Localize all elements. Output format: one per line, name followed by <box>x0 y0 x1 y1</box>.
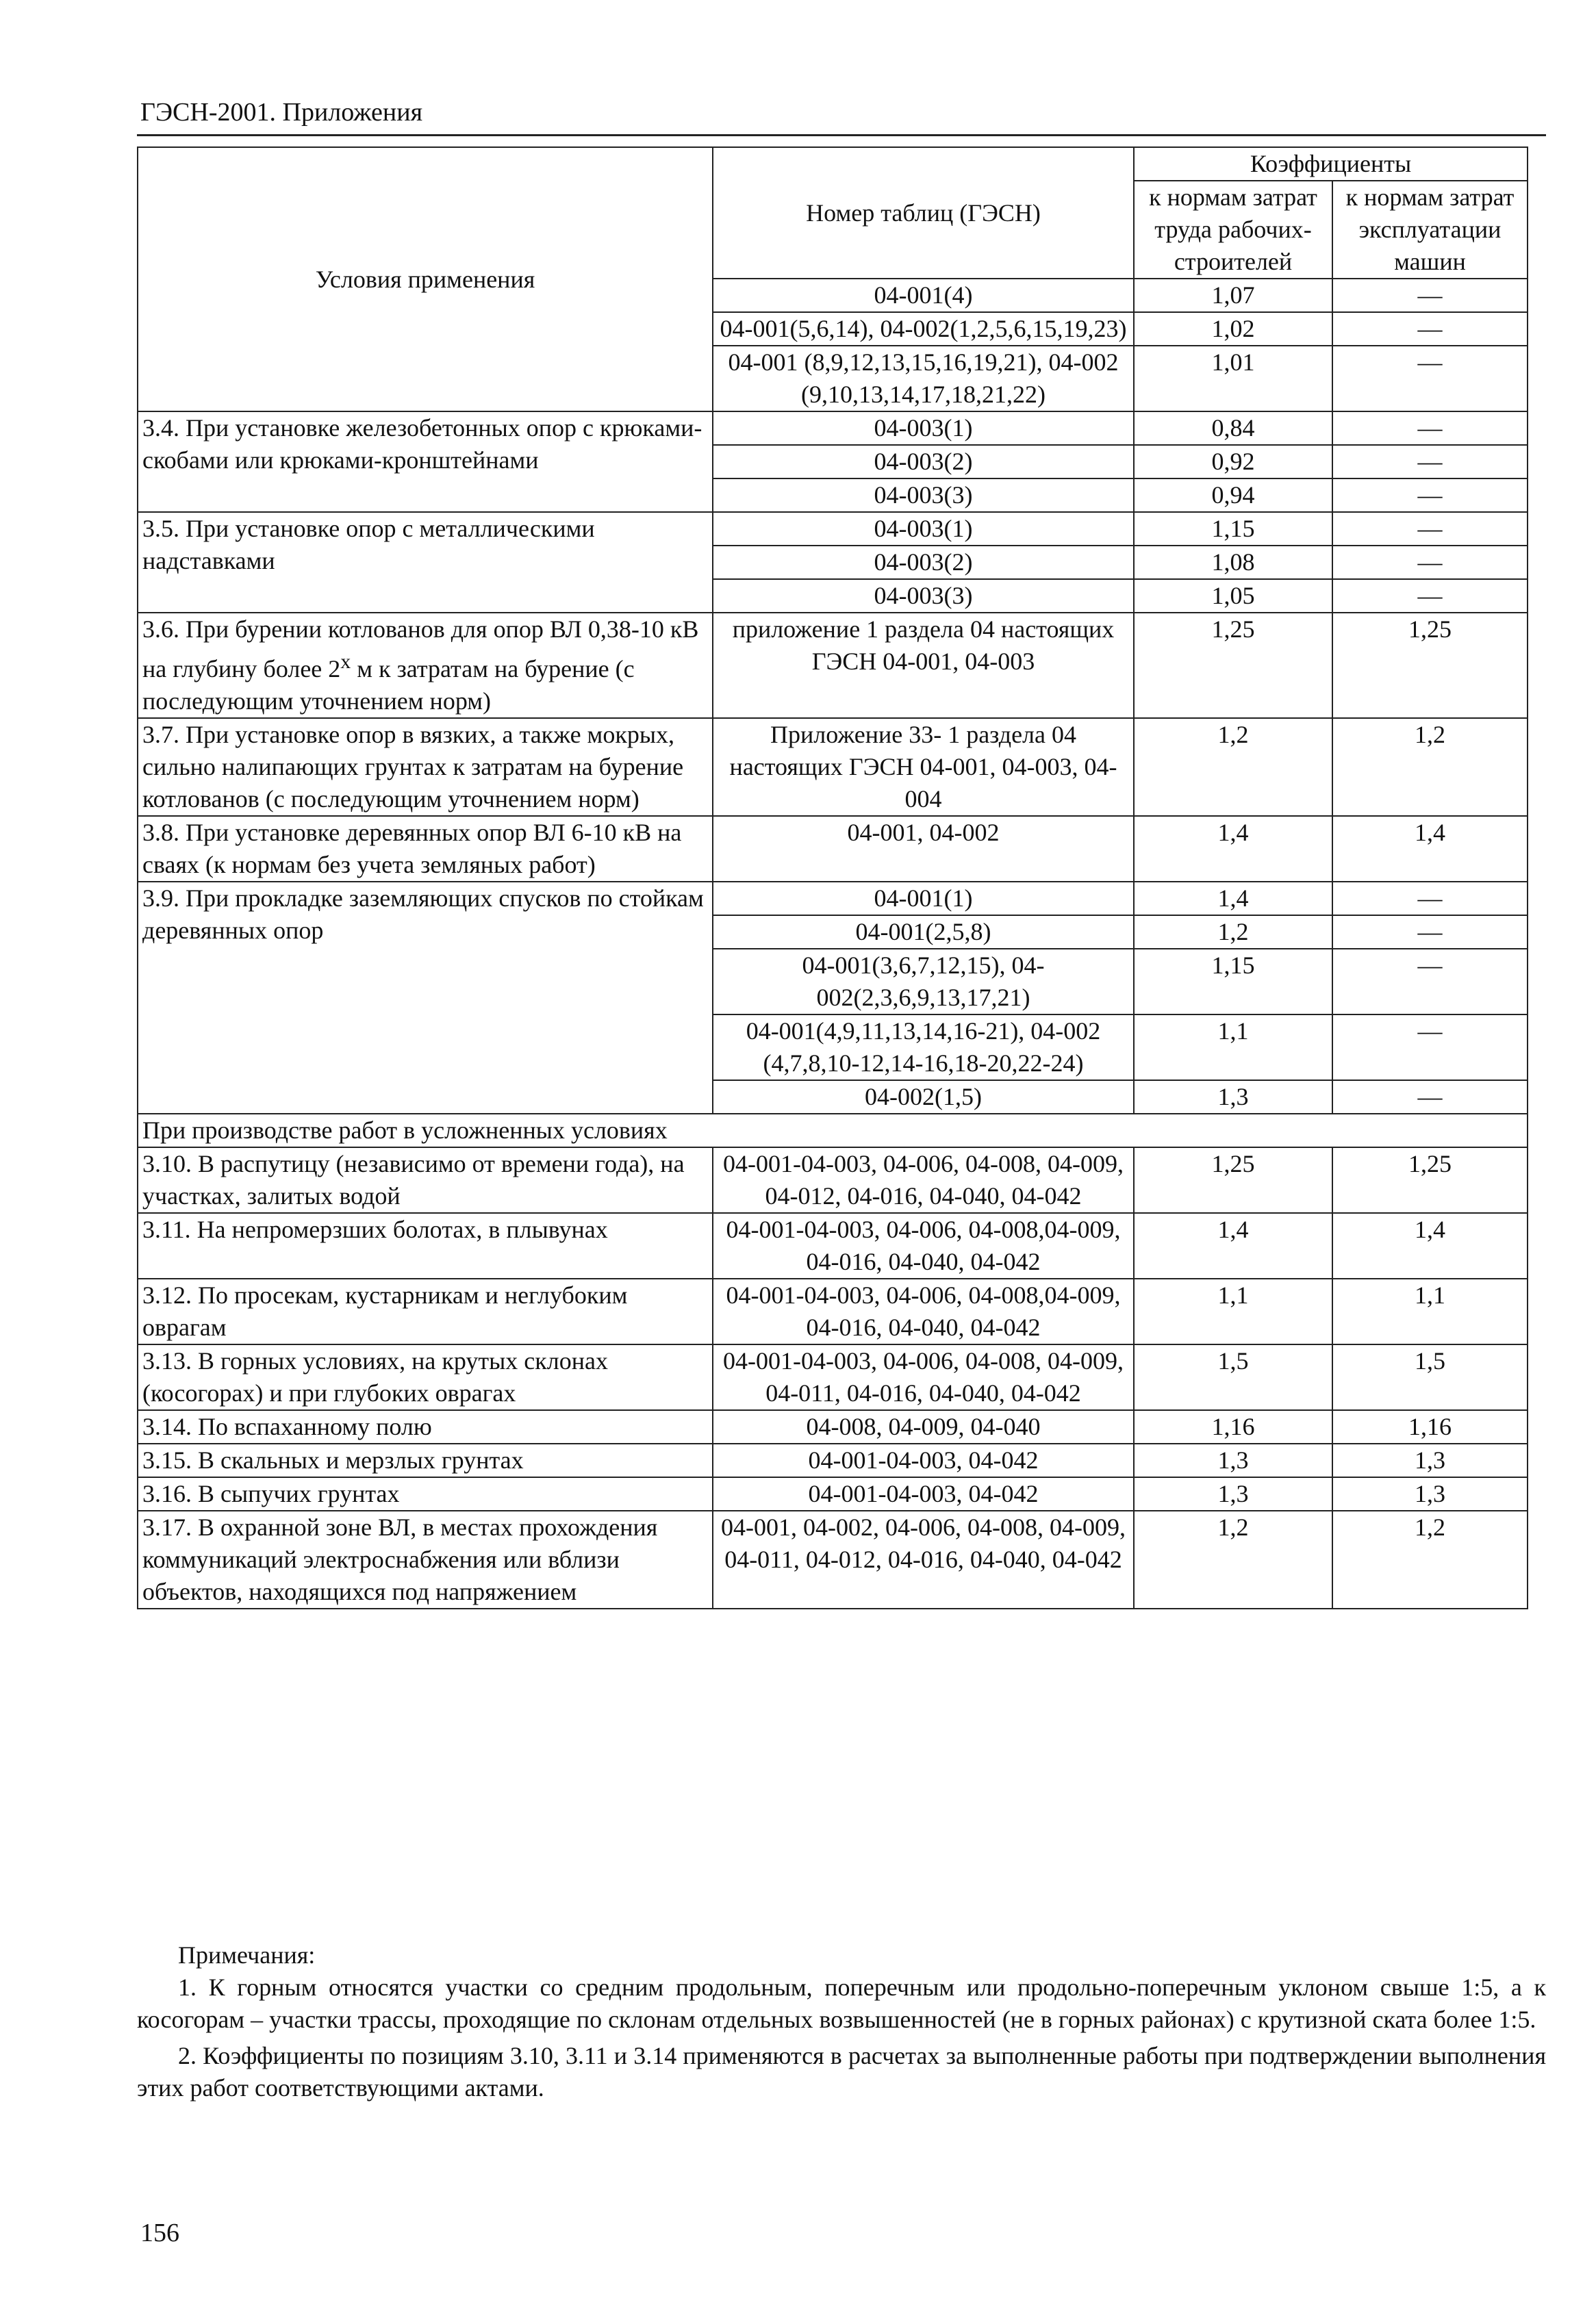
cell-labor: 1,3 <box>1134 1080 1332 1114</box>
cell-machines: — <box>1332 579 1528 613</box>
cell-machines: — <box>1332 546 1528 579</box>
col-header-table-numbers: Номер таблиц (ГЭСН) <box>713 147 1134 279</box>
table-row <box>138 1511 1528 1609</box>
notes-title: Примечания: <box>178 1941 316 1969</box>
cell-machines: 1,5 <box>1332 1344 1528 1410</box>
cell-condition: 3.11. На непромерзших болотах, в плывунах <box>138 1213 713 1279</box>
cell-tables: 04-001-04-003, 04-042 <box>713 1477 1134 1511</box>
cell-labor: 1,2 <box>1134 718 1332 816</box>
table-row <box>138 1213 1528 1279</box>
cell-tables: 04-001 (8,9,12,13,15,16,19,21), 04-002 (9,10,13,14,17,18,21,22) <box>713 346 1134 411</box>
cell-tables: 04-003(3) <box>713 478 1134 512</box>
cell-labor: 1,3 <box>1134 1444 1332 1477</box>
cell-tables: 04-008, 04-009, 04-040 <box>713 1410 1134 1444</box>
cell-tables: 04-001(3,6,7,12,15), 04-002(2,3,6,9,13,17,21) <box>713 949 1134 1014</box>
cell-tables: 04-001-04-003, 04-006, 04-008,04-009, 04-016, 04-040, 04-042 <box>713 1213 1134 1279</box>
cell-tables: 04-003(1) <box>713 512 1134 546</box>
cell-labor: 1,25 <box>1134 613 1332 718</box>
cell-tables: 04-001(5,6,14), 04-002(1,2,5,6,15,19,23) <box>713 312 1134 346</box>
cell-tables: 04-003(2) <box>713 445 1134 478</box>
cell-labor: 1,07 <box>1134 279 1332 312</box>
condition-text: м к затратам на бурение (с последующим уточнением норм) <box>142 655 635 715</box>
cell-machines: 1,1 <box>1332 1279 1528 1344</box>
cell-condition: 3.8. При установке деревянных опор ВЛ 6-10 кВ на сваях (к нормам без учета земляных работ) <box>138 816 713 882</box>
cell-machines: 1,3 <box>1332 1444 1528 1477</box>
note-1: 1. К горным относятся участки со средним продольным, поперечным или продольно-поперечным уклоном свыше 1:5, а к косогорам – участки трассы, проходящие по склонам отдельных возвышенностей (не в горных районах) с крутизной ската более 1:5. <box>137 1974 1546 2033</box>
cell-machines: 1,2 <box>1332 718 1528 816</box>
table-row <box>138 613 1528 718</box>
table-row <box>138 1444 1528 1477</box>
section-title: При производстве работ в усложненных условиях <box>138 1114 1528 1147</box>
table-row <box>138 1279 1528 1344</box>
table-row <box>138 1147 1528 1213</box>
cell-machines: 1,3 <box>1332 1477 1528 1511</box>
cell-condition: 3.4. При установке железобетонных опор с крюками-скобами или крюками-кронштейнами <box>138 411 713 512</box>
cell-labor: 1,1 <box>1134 1279 1332 1344</box>
cell-labor: 1,16 <box>1134 1410 1332 1444</box>
cell-tables: 04-001(4) <box>713 279 1134 312</box>
table-head-row <box>138 147 1528 181</box>
cell-machines: — <box>1332 478 1528 512</box>
section-row <box>138 1114 1528 1147</box>
col-header-coefficients: Коэффициенты <box>1134 147 1528 181</box>
table-row <box>138 882 1528 915</box>
notes <box>137 1939 1546 2104</box>
cell-labor: 1,1 <box>1134 1014 1332 1080</box>
cell-machines: 1,16 <box>1332 1410 1528 1444</box>
cell-machines: — <box>1332 346 1528 411</box>
cell-machines: 1,25 <box>1332 1147 1528 1213</box>
cell-machines: — <box>1332 445 1528 478</box>
cell-machines: — <box>1332 949 1528 1014</box>
table-row <box>138 512 1528 546</box>
cell-tables: 04-002(1,5) <box>713 1080 1134 1114</box>
cell-labor: 1,01 <box>1134 346 1332 411</box>
condition-text: 3.6. При бурении котлованов для опор ВЛ 0,38-10 кВ на глубину более 2 <box>142 615 699 682</box>
cell-tables: 04-001-04-003, 04-006, 04-008, 04-009, 04-011, 04-016, 04-040, 04-042 <box>713 1344 1134 1410</box>
cell-tables: 04-001-04-003, 04-042 <box>713 1444 1134 1477</box>
cell-machines: 1,4 <box>1332 816 1528 882</box>
cell-machines: — <box>1332 1014 1528 1080</box>
cell-tables: 04-001(1) <box>713 882 1134 915</box>
table-row <box>138 816 1528 882</box>
cell-machines: — <box>1332 411 1528 445</box>
cell-labor: 0,84 <box>1134 411 1332 445</box>
cell-machines: — <box>1332 279 1528 312</box>
cell-tables: 04-001-04-003, 04-006, 04-008,04-009, 04-016, 04-040, 04-042 <box>713 1279 1134 1344</box>
cell-labor: 1,2 <box>1134 1511 1332 1609</box>
cell-labor: 1,2 <box>1134 915 1332 949</box>
header-rule <box>137 134 1546 136</box>
cell-machines: 1,25 <box>1332 613 1528 718</box>
cell-tables: 04-001(2,5,8) <box>713 915 1134 949</box>
cell-labor: 1,5 <box>1134 1344 1332 1410</box>
table-row <box>138 1477 1528 1511</box>
cell-tables: Приложение 33- 1 раздела 04 настоящих ГЭСН 04-001, 04-003, 04-004 <box>713 718 1134 816</box>
cell-condition: 3.17. В охранной зоне ВЛ, в местах прохождения коммуникаций электроснабжения или вблизи объектов, находящихся под напряжением <box>138 1511 713 1609</box>
cell-tables: приложение 1 раздела 04 настоящих ГЭСН 04-001, 04-003 <box>713 613 1134 718</box>
page-number: 156 <box>140 2219 179 2247</box>
cell-labor: 0,92 <box>1134 445 1332 478</box>
cell-labor: 1,4 <box>1134 1213 1332 1279</box>
cell-condition: 3.9. При прокладке заземляющих спусков по стойкам деревянных опор <box>138 882 713 1114</box>
table-row <box>138 411 1528 445</box>
cell-tables: 04-001(4,9,11,13,14,16-21), 04-002 (4,7,8,10-12,14-16,18-20,22-24) <box>713 1014 1134 1080</box>
col-header-labor: к нормам затрат труда рабочих-строителей <box>1134 181 1332 279</box>
cell-labor: 1,25 <box>1134 1147 1332 1213</box>
cell-machines: — <box>1332 312 1528 346</box>
cell-tables: 04-001, 04-002, 04-006, 04-008, 04-009, 04-011, 04-012, 04-016, 04-040, 04-042 <box>713 1511 1134 1609</box>
cell-labor: 1,02 <box>1134 312 1332 346</box>
cell-machines: — <box>1332 1080 1528 1114</box>
cell-machines: — <box>1332 512 1528 546</box>
table-row <box>138 718 1528 816</box>
cell-condition: 3.15. В скальных и мерзлых грунтах <box>138 1444 713 1477</box>
cell-machines: — <box>1332 882 1528 915</box>
cell-labor: 1,05 <box>1134 579 1332 613</box>
cell-labor: 1,4 <box>1134 882 1332 915</box>
cell-condition: 3.7. При установке опор в вязких, а также мокрых, сильно налипающих грунтах к затратам на бурение котлованов (с последующим уточнением норм) <box>138 718 713 816</box>
cell-labor: 1,08 <box>1134 546 1332 579</box>
cell-machines: 1,2 <box>1332 1511 1528 1609</box>
cell-condition: 3.5. При установке опор с металлическими надставками <box>138 512 713 613</box>
cell-condition: 3.16. В сыпучих грунтах <box>138 1477 713 1511</box>
cell-condition: 3.13. В горных условиях, на крутых склонах (косогорах) и при глубоких оврагах <box>138 1344 713 1410</box>
note-2: 2. Коэффициенты по позициям 3.10, 3.11 и 3.14 применяются в расчетах за выполненные работы при подтверждении выполнения этих работ соответствующими актами. <box>137 2042 1546 2102</box>
table-row <box>138 1344 1528 1410</box>
running-header: ГЭСН-2001. Приложения <box>140 98 423 127</box>
cell-labor: 0,94 <box>1134 478 1332 512</box>
col-header-machines: к нормам затрат эксплуатации машин <box>1332 181 1528 279</box>
cell-labor: 1,15 <box>1134 512 1332 546</box>
cell-condition: 3.14. По вспаханному полю <box>138 1410 713 1444</box>
cell-tables: 04-003(1) <box>713 411 1134 445</box>
cell-labor: 1,15 <box>1134 949 1332 1014</box>
cell-condition: 3.12. По просекам, кустарникам и неглубоким оврагам <box>138 1279 713 1344</box>
cell-condition: 3.10. В распутицу (независимо от времени года), на участках, залитых водой <box>138 1147 713 1213</box>
cell-condition <box>138 613 713 718</box>
col-header-conditions: Условия применения <box>138 147 713 411</box>
superscript-x: х <box>340 650 351 673</box>
cell-tables: 04-001-04-003, 04-006, 04-008, 04-009, 04-012, 04-016, 04-040, 04-042 <box>713 1147 1134 1213</box>
cell-machines: — <box>1332 915 1528 949</box>
cell-tables: 04-001, 04-002 <box>713 816 1134 882</box>
cell-labor: 1,4 <box>1134 816 1332 882</box>
cell-labor: 1,3 <box>1134 1477 1332 1511</box>
table-row <box>138 1410 1528 1444</box>
cell-tables: 04-003(2) <box>713 546 1134 579</box>
cell-tables: 04-003(3) <box>713 579 1134 613</box>
coefficients-table <box>137 146 1528 1609</box>
cell-machines: 1,4 <box>1332 1213 1528 1279</box>
